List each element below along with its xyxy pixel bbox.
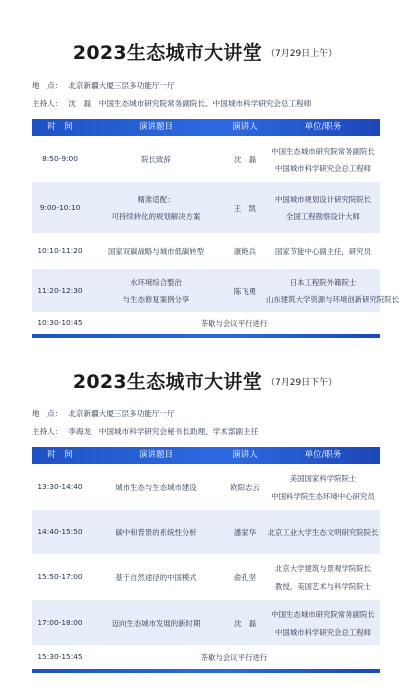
row-topic: 可持续转化的规划解决方案 (111, 212, 201, 221)
row-time: 13:30-14:40 (37, 482, 83, 491)
row-topic: 基于自然途径的中国模式 (115, 573, 197, 582)
host-label: 主持人： (32, 99, 63, 108)
table-row (32, 136, 380, 182)
row-role: 教授，美国艺术与科学院院士 (274, 582, 372, 591)
row-speaker: 沈 磊 (233, 619, 257, 628)
header-role: 单位/职务 (304, 450, 342, 460)
row-time: 10:30-10:45 (37, 318, 83, 327)
row-topic: 与生态修复案例分享 (122, 295, 190, 304)
table-bottom-bar (32, 334, 380, 338)
table-row (32, 510, 380, 554)
table-header (32, 447, 380, 464)
row-break-text: 茶歇与会议平行进行 (200, 653, 268, 662)
row-role: 北京大学建筑与景观学院院长 (274, 564, 372, 573)
row-topic: 水环境综合整治 (130, 278, 182, 287)
host-value: 李海龙 中国城市科学研究会秘书长助理、学术部副主任 (68, 427, 259, 436)
table-row (32, 600, 380, 645)
table-bottom-bar (32, 669, 380, 673)
row-topic: 院长致辞 (141, 155, 171, 164)
row-role: 国家节能中心副主任，研究员 (274, 247, 372, 256)
header-topic: 演讲题目 (138, 122, 173, 132)
header-speaker: 演讲人 (232, 122, 258, 132)
row-role: 北京工业大学生态文明研究院院长 (267, 528, 379, 537)
host-value: 沈 磊 中国生态城市研究院常务副院长、中国城市科学研究会总工程师 (68, 99, 312, 108)
session-title-row (0, 367, 410, 394)
table-row (32, 464, 380, 510)
table-row (32, 554, 380, 600)
row-time: 8:50-9:00 (42, 154, 78, 163)
host-line (32, 98, 311, 109)
row-role: 中国科学院生态环境中心研究员 (271, 492, 375, 501)
row-topic: 城市生态与生态城市建设 (115, 483, 197, 492)
row-topic: 精准适配： (137, 195, 175, 204)
row-topic: 国家双碳战略与城市低碳转型 (107, 247, 205, 256)
header-time: 时 间 (47, 450, 73, 460)
header-role: 单位/职务 (304, 122, 342, 132)
table-row (32, 182, 380, 233)
session-title: 2023生态城市大讲堂 (72, 371, 262, 393)
row-speaker: 俞孔坚 (233, 573, 257, 582)
location-label: 地 点： (32, 81, 63, 90)
table-header (32, 119, 380, 136)
table-row-break (32, 312, 380, 334)
row-role: 中国城市规划设计研究院院长 (274, 195, 372, 204)
table-row-break (32, 645, 380, 669)
row-break-text: 茶歇与会议平行进行 (200, 319, 268, 328)
session-date: （7月29日下午） (266, 378, 338, 388)
row-role: 山东建筑大学资源与环境创新研究院院长 (266, 295, 400, 304)
row-time: 14:40-15:50 (37, 527, 83, 536)
row-role: 中国生态城市研究院常务副院长 (271, 147, 375, 156)
location-line (32, 408, 175, 419)
host-label: 主持人： (32, 427, 63, 436)
header-speaker: 演讲人 (232, 450, 258, 460)
session-date: （7月29日上午） (266, 49, 338, 59)
row-role: 中国生态城市研究院常务副院长 (271, 610, 375, 619)
row-speaker: 沈 磊 (233, 155, 257, 164)
row-role: 中国城市科学研究会总工程师 (274, 628, 372, 637)
row-time: 15:30-15:45 (37, 652, 83, 661)
location-line (32, 80, 175, 91)
row-time: 11:20-12:30 (37, 286, 83, 295)
row-role: 中国城市科学研究会总工程师 (274, 164, 372, 173)
session-title-row (0, 38, 410, 65)
location-value: 北京新疆大厦三层多功能厅一厅 (68, 81, 175, 90)
row-role: 全国工程勘察设计大师 (286, 212, 360, 221)
header-topic: 演讲题目 (138, 450, 173, 460)
row-time: 17:00-18:00 (37, 618, 83, 627)
row-time: 10:10-11:20 (37, 246, 83, 255)
table-row (32, 233, 380, 269)
location-value: 北京新疆大厦三层多功能厅一厅 (68, 409, 175, 418)
row-speaker: 潘家华 (233, 528, 257, 537)
row-speaker: 康艳兵 (233, 247, 257, 256)
table-row (32, 269, 400, 312)
header-time: 时 间 (47, 122, 73, 132)
row-speaker: 陈飞勇 (233, 287, 257, 296)
row-topic: 碳中和背景的系统性分析 (115, 528, 197, 537)
row-time: 9:00-10:10 (39, 203, 81, 212)
row-role: 美国国家科学院院士 (289, 474, 357, 483)
row-topic: 迈向生态城市发展的新时期 (111, 619, 201, 628)
row-speaker: 欧阳志云 (230, 483, 260, 492)
row-time: 15:50-17:00 (37, 572, 83, 581)
row-speaker: 王 凯 (233, 204, 257, 213)
location-label: 地 点： (32, 409, 63, 418)
host-line (32, 426, 258, 437)
row-role: 日本工程院外籍院士 (289, 278, 357, 287)
session-title: 2023生态城市大讲堂 (72, 42, 262, 64)
